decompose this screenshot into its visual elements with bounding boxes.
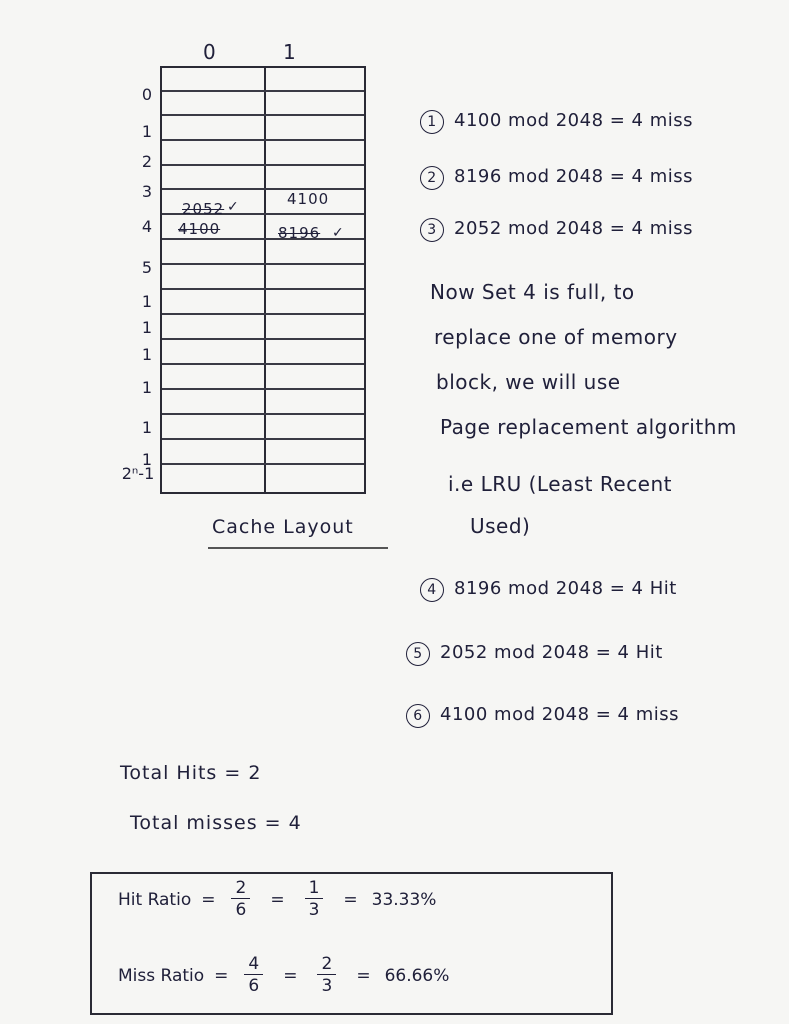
row-label: 1 — [141, 378, 153, 397]
note-line: Used) — [470, 514, 531, 538]
miss-percent: 66.66% — [384, 965, 450, 986]
hit-reduced-numerator: 1 — [305, 878, 324, 899]
row-divider — [162, 139, 364, 141]
caption-underline — [208, 547, 388, 549]
step-text: 2052 mod 2048 = 4 Hit — [440, 642, 663, 663]
step-6 — [406, 704, 679, 728]
hit-fraction-reduced — [305, 878, 324, 921]
step-number-badge: 5 — [406, 642, 430, 666]
step-number-badge: 6 — [406, 704, 430, 728]
column-header-1: 1 — [283, 40, 296, 64]
row-divider — [162, 114, 364, 116]
miss-ratio-label: Miss Ratio — [118, 965, 205, 986]
column-header-0: 0 — [203, 40, 216, 64]
cache-caption: Cache Layout — [212, 516, 354, 538]
row-divider — [162, 188, 364, 190]
row-label: 1 — [141, 345, 153, 364]
hit-percent: 33.33% — [371, 889, 437, 910]
row-label: 0 — [141, 85, 153, 104]
step-number-badge: 3 — [420, 218, 444, 242]
row-label: 1 — [141, 418, 153, 437]
row-divider — [162, 338, 364, 340]
step-text: 4100 mod 2048 = 4 miss — [440, 704, 680, 725]
hit-reduced-denominator: 3 — [308, 900, 320, 920]
row-label: 2 — [141, 152, 153, 171]
step-4 — [420, 578, 677, 602]
set4-col0-struck-value: 2052 — [182, 200, 225, 218]
note-line: replace one of memory — [434, 325, 678, 349]
row-divider — [162, 413, 364, 415]
step-number-badge: 2 — [420, 166, 444, 190]
row-label: 1 — [141, 318, 153, 337]
row-divider — [162, 164, 364, 166]
step-1 — [420, 110, 693, 134]
hit-fraction — [231, 878, 250, 921]
step-3 — [420, 218, 693, 242]
hit-ratio-label: Hit Ratio — [118, 889, 192, 910]
miss-fraction-numerator: 4 — [244, 954, 263, 975]
miss-ratio-row: Miss Ratio = $\frac{4}{6}$ = $\frac{2}{3}$ = 66.66% — [118, 954, 450, 996]
step-number-badge: 1 — [420, 110, 444, 134]
step-number-badge: 4 — [420, 578, 444, 602]
row-label: 4 — [141, 217, 153, 236]
check-mark-icon: ✓ — [332, 225, 344, 241]
miss-reduced-denominator: 3 — [321, 976, 333, 996]
row-divider — [162, 388, 364, 390]
step-text: 2052 mod 2048 = 4 miss — [454, 218, 694, 239]
total-misses: Total misses = 4 — [130, 812, 302, 834]
hit-ratio-row: Hit Ratio = $\frac{2}{6}$ = $\frac{1}{3}$ = 33.33% — [118, 878, 437, 920]
step-text: 8196 mod 2048 = 4 miss — [454, 166, 694, 187]
row-label: 3 — [141, 182, 153, 201]
note-line: Page replacement algorithm — [440, 415, 737, 439]
row-label: 5 — [141, 258, 153, 277]
row-label: 1 — [141, 292, 153, 311]
step-2 — [420, 166, 693, 190]
set4-col1-value: 8196 — [278, 224, 321, 242]
step-text: 4100 mod 2048 = 4 miss — [454, 110, 694, 131]
row-divider — [162, 263, 364, 265]
miss-fraction-reduced — [317, 954, 336, 997]
check-mark-icon: ✓ — [227, 199, 239, 215]
row-label: 1 — [141, 122, 153, 141]
note-line: block, we will use — [436, 370, 621, 394]
miss-reduced-numerator: 2 — [317, 954, 336, 975]
row-divider — [162, 288, 364, 290]
miss-fraction-denominator: 6 — [248, 976, 260, 996]
row-divider — [162, 313, 364, 315]
miss-fraction — [244, 954, 263, 997]
row-divider — [162, 438, 364, 440]
hit-fraction-denominator: 6 — [235, 900, 247, 920]
column-divider — [264, 68, 266, 492]
row-divider — [162, 90, 364, 92]
row-label: 1 — [141, 450, 153, 469]
set4-col1-struck-value: 4100 — [287, 190, 330, 208]
cache-table — [160, 66, 366, 494]
step-5 — [406, 642, 663, 666]
step-text: 8196 mod 2048 = 4 Hit — [454, 578, 677, 599]
set4-col0-value: 4100 — [178, 220, 221, 238]
hit-fraction-numerator: 2 — [231, 878, 250, 899]
row-divider — [162, 363, 364, 365]
total-hits: Total Hits = 2 — [120, 762, 262, 784]
row-divider — [162, 463, 364, 465]
row-label: 2ⁿ-1 — [121, 464, 155, 483]
note-line: i.e LRU (Least Recent — [448, 472, 673, 496]
note-line: Now Set 4 is full, to — [430, 280, 635, 304]
